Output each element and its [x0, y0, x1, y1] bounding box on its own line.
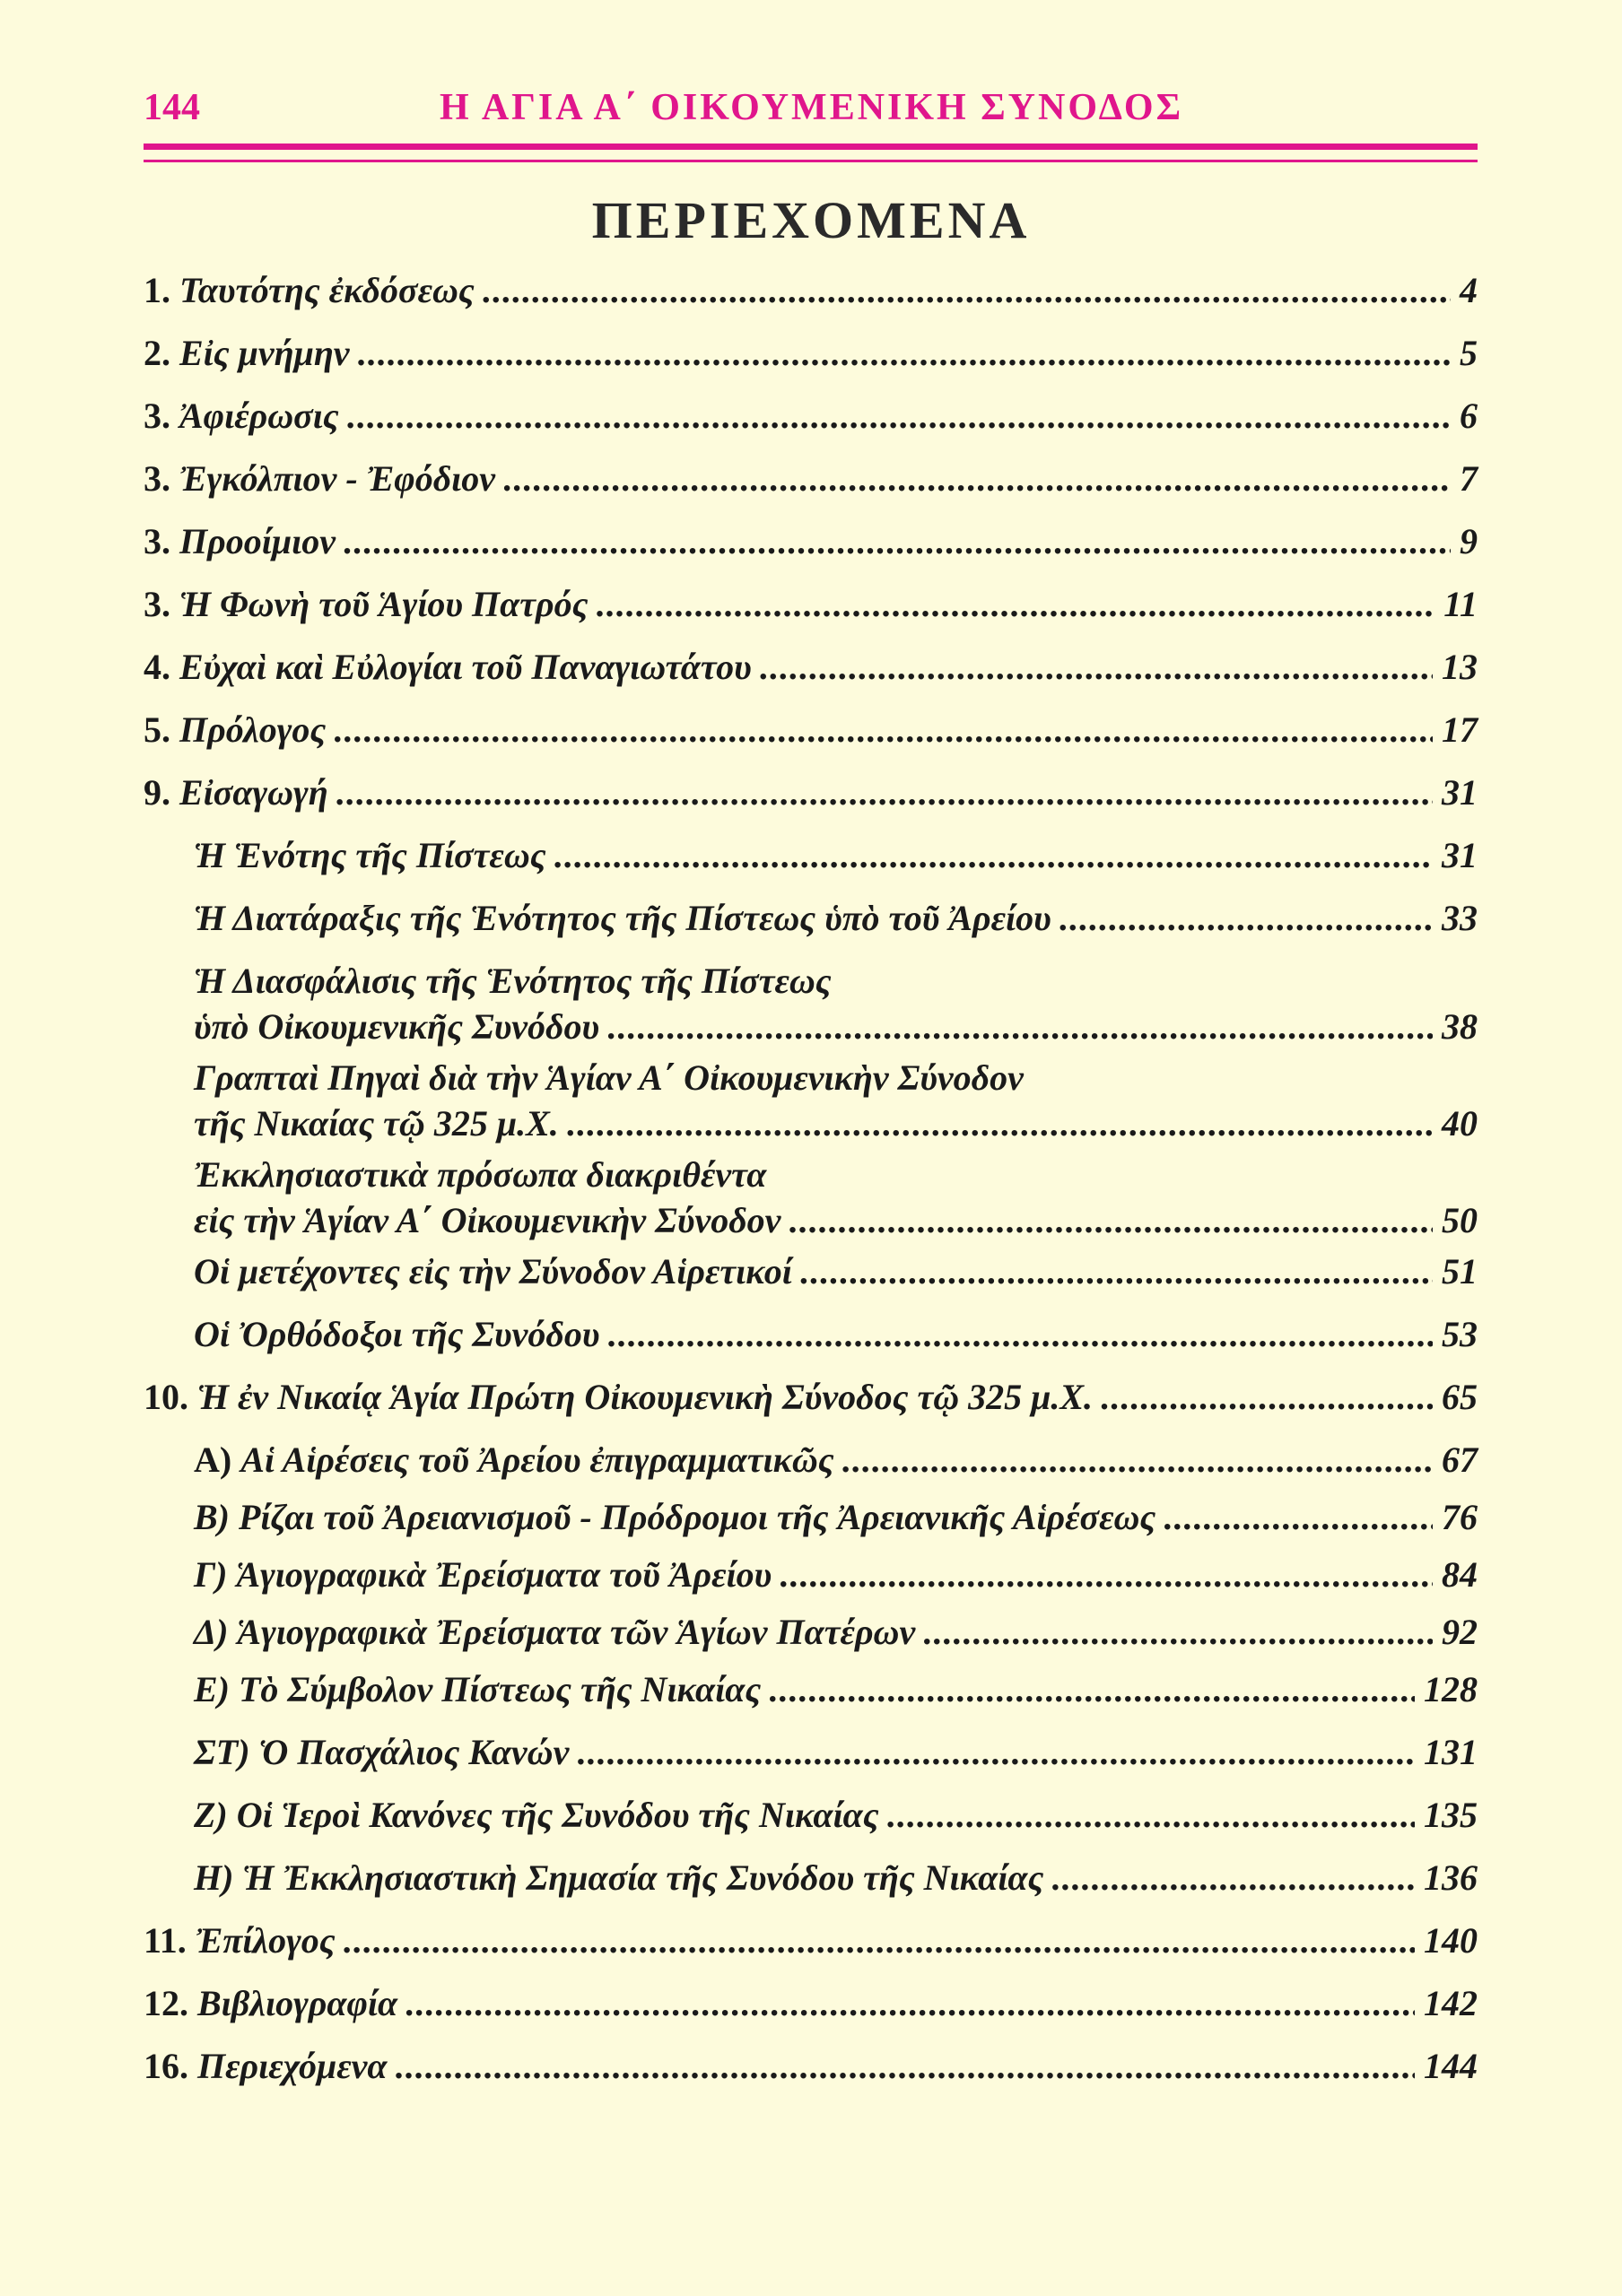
entry-title: Οἱ μετέχοντες εἰς τὴν Σύνοδον Αἱρετικοί	[194, 1251, 792, 1292]
entry-page: 4	[1460, 270, 1478, 310]
dot-leader	[799, 1250, 1433, 1292]
dot-leader	[395, 2045, 1415, 2087]
running-title: Η ΑΓΙΑ Α΄ ΟΙΚΟΥΜΕΝΙΚΗ ΣΥΝΟΔΟΣ	[440, 87, 1184, 128]
dot-leader	[554, 834, 1433, 876]
entry-title: Ἡ ἐν Νικαίᾳ Ἁγία Πρώτη Οἰκουμενικὴ Σύνοδος τῷ 325 μ.Χ.	[197, 1377, 1094, 1417]
toc-subentry[interactable]	[194, 1057, 1478, 1153]
toc-entry[interactable]	[144, 583, 1478, 646]
entry-title-line1: Ἐκκλησιαστικὰ πρόσωπα διακριθέντα	[194, 1154, 767, 1195]
toc-entry[interactable]	[144, 2045, 1478, 2108]
entry-page: 131	[1424, 1732, 1478, 1772]
entry-title: Ζ) Οἱ Ἱεροὶ Κανόνες τῆς Συνόδου τῆς Νικαίας	[194, 1795, 879, 1835]
entry-page: 142	[1424, 1983, 1478, 2023]
entry-title: Περιεχόμενα	[197, 2046, 388, 2086]
entry-title: Γ) Ἁγιογραφικὰ Ἐρείσματα τοῦ Ἀρείου	[194, 1554, 772, 1595]
toc-subentry[interactable]	[194, 1439, 1478, 1496]
entry-title-line1: Γραπταὶ Πηγαὶ διὰ τὴν Ἁγίαν Α΄ Οἰκουμενικὴν Σύνοδον	[194, 1057, 1024, 1098]
entry-number: 16.	[144, 2046, 188, 2086]
entry-page: 136	[1424, 1857, 1478, 1898]
toc-subentry[interactable]	[194, 1313, 1478, 1376]
entry-title: Βιβλιογραφία	[197, 1983, 398, 2023]
toc-subentry[interactable]	[194, 960, 1478, 1057]
entry-title: Προοίμιον	[179, 521, 336, 561]
toc-entry[interactable]	[144, 1376, 1478, 1439]
entry-page: 5	[1460, 333, 1478, 373]
dot-leader	[1051, 1857, 1415, 1899]
toc-entry[interactable]	[144, 646, 1478, 709]
entry-number: 10.	[144, 1377, 188, 1417]
entry-page: 128	[1424, 1669, 1478, 1709]
entry-title: Β) Ρίζαι τοῦ Ἀρειανισμοῦ - Πρόδρομοι τῆς Ἀρειανικῆς Αἱρέσεως	[194, 1497, 1156, 1537]
dot-leader	[595, 583, 1435, 625]
entry-title: Ἡ Φωνὴ τοῦ Ἁγίου Πατρός	[179, 584, 589, 624]
entry-page: 33	[1442, 898, 1478, 938]
entry-title: Οἱ Ὀρθόδοξοι τῆς Συνόδου	[194, 1314, 600, 1354]
toc-subentry[interactable]	[194, 1668, 1478, 1731]
entry-title: Ε) Τὸ Σύμβολον Πίστεως τῆς Νικαίας	[194, 1669, 762, 1709]
toc-subentry[interactable]	[194, 1731, 1478, 1794]
entry-number: 9.	[144, 772, 170, 813]
entry-page: 144	[1424, 2046, 1478, 2086]
entry-title: ΣΤ) Ὁ Πασχάλιος Κανών	[194, 1732, 570, 1772]
entry-page: 76	[1442, 1497, 1478, 1537]
entry-number: 5.	[144, 709, 170, 750]
entry-page: 92	[1442, 1612, 1478, 1652]
toc-entry[interactable]	[144, 771, 1478, 834]
entry-page: 65	[1442, 1377, 1478, 1417]
toc-subentry[interactable]	[194, 1611, 1478, 1668]
toc-entry[interactable]	[144, 709, 1478, 771]
dot-leader	[788, 1199, 1433, 1241]
entry-number: 3.	[144, 521, 170, 561]
entry-number: 2.	[144, 333, 170, 373]
dot-leader	[333, 709, 1433, 751]
entry-page: 50	[1442, 1200, 1478, 1240]
entry-title: Εἰς μνήμην	[179, 333, 350, 373]
toc-entry[interactable]	[144, 332, 1478, 395]
toc-entry[interactable]	[144, 520, 1478, 583]
page-number: 144	[144, 87, 200, 128]
entry-title-line1: Ἡ Διασφάλισις τῆς Ἑνότητος τῆς Πίστεως	[194, 961, 832, 1001]
header-rule-thick	[144, 144, 1478, 150]
dot-leader	[502, 457, 1451, 500]
toc-subentry[interactable]	[194, 1857, 1478, 1919]
entry-page: 135	[1424, 1795, 1478, 1835]
toc-subentry[interactable]	[194, 1250, 1478, 1313]
entry-title: Ἐγκόλπιον - Ἐφόδιον	[179, 458, 496, 499]
entry-page: 140	[1424, 1920, 1478, 1961]
entry-title: εἰς τὴν Ἁγίαν Α΄ Οἰκουμενικὴν Σύνοδον	[194, 1200, 781, 1240]
entry-number: 4.	[144, 647, 170, 687]
dot-leader	[357, 332, 1451, 374]
dot-leader	[768, 1668, 1415, 1710]
dot-leader	[405, 1982, 1415, 2024]
dot-leader	[576, 1731, 1415, 1773]
dot-leader	[346, 395, 1451, 437]
entry-page: 53	[1442, 1314, 1478, 1354]
dot-leader	[759, 646, 1433, 688]
dot-leader	[566, 1102, 1433, 1144]
dot-leader	[1100, 1376, 1433, 1418]
toc-subentry[interactable]	[194, 1553, 1478, 1611]
entry-title: Ἀφιέρωσις	[179, 396, 339, 436]
dot-leader	[343, 1919, 1415, 1961]
entry-title: Ἡ Ἑνότης τῆς Πίστεως	[194, 835, 546, 875]
dot-leader	[779, 1553, 1433, 1596]
dot-leader	[1163, 1496, 1433, 1538]
toc-subentry[interactable]	[194, 897, 1478, 960]
dot-leader	[886, 1794, 1415, 1836]
toc-entry[interactable]	[144, 269, 1478, 332]
page-title: ΠΕΡΙΕΧΟΜΕΝΑ	[591, 191, 1031, 249]
entry-title: Η) Ἡ Ἐκκλησιαστικὴ Σημασία τῆς Συνόδου τῆς Νικαίας	[194, 1857, 1044, 1898]
entry-title: ὑπὸ Οἰκουμενικῆς Συνόδου	[194, 1006, 600, 1047]
dot-leader	[343, 520, 1451, 562]
entry-page: 31	[1442, 835, 1478, 875]
entry-page: 31	[1442, 772, 1478, 813]
entry-page: 84	[1442, 1554, 1478, 1595]
toc-subentry[interactable]	[194, 1794, 1478, 1857]
entry-title: Δ) Ἁγιογραφικὰ Ἐρείσματα τῶν Ἁγίων Πατέρων	[194, 1612, 916, 1652]
entry-title: Εἰσαγωγή	[179, 772, 328, 813]
entry-page: 38	[1442, 1006, 1478, 1047]
entry-title: Αἱ Αἱρέσεις τοῦ Ἀρείου ἐπιγραμματικῶς	[240, 1439, 834, 1480]
entry-number: 3.	[144, 396, 170, 436]
toc-entry[interactable]	[144, 457, 1478, 520]
entry-number: 11.	[144, 1920, 187, 1961]
dot-leader	[606, 1313, 1433, 1355]
dot-leader	[336, 771, 1433, 813]
dot-leader	[606, 1005, 1433, 1048]
entry-title: Ἡ Διατάραξις τῆς Ἑνότητος τῆς Πίστεως ὑπὸ τοῦ Ἀρείου	[194, 898, 1051, 938]
dot-leader	[842, 1439, 1433, 1481]
entry-page: 40	[1442, 1103, 1478, 1144]
entry-page: 11	[1443, 584, 1478, 624]
dot-leader	[482, 269, 1451, 311]
entry-title: τῆς Νικαίας τῷ 325 μ.Χ.	[194, 1103, 559, 1144]
running-head	[144, 86, 1478, 140]
entry-title: Πρόλογος	[179, 709, 327, 750]
entry-page: 17	[1442, 709, 1478, 750]
header-rule-thin	[144, 160, 1478, 162]
entry-number: 1.	[144, 270, 170, 310]
entry-number: 12.	[144, 1983, 188, 2023]
toc-subentry[interactable]	[194, 1496, 1478, 1553]
toc-entry[interactable]	[144, 1982, 1478, 2045]
dot-leader	[922, 1611, 1433, 1653]
dot-leader	[1059, 897, 1433, 939]
entry-page: 13	[1442, 647, 1478, 687]
entry-title: Ἐπίλογος	[195, 1920, 336, 1961]
toc-subentry[interactable]	[194, 1153, 1478, 1250]
entry-page: 6	[1460, 396, 1478, 436]
entry-title: Ταυτότης ἐκδόσεως	[179, 270, 475, 310]
entry-page: 67	[1442, 1439, 1478, 1480]
table-of-contents	[144, 269, 1478, 2108]
toc-entry[interactable]	[144, 395, 1478, 457]
entry-title: Εὐχαὶ καὶ Εὐλογίαι τοῦ Παναγιωτάτου	[179, 647, 752, 687]
entry-number: 3.	[144, 458, 170, 499]
entry-number: 3.	[144, 584, 170, 624]
entry-page: 9	[1460, 521, 1478, 561]
toc-entry[interactable]	[144, 1919, 1478, 1982]
entry-number: Α)	[194, 1439, 232, 1480]
toc-subentry[interactable]	[194, 834, 1478, 897]
entry-page: 7	[1460, 458, 1478, 499]
entry-page: 51	[1442, 1251, 1478, 1292]
